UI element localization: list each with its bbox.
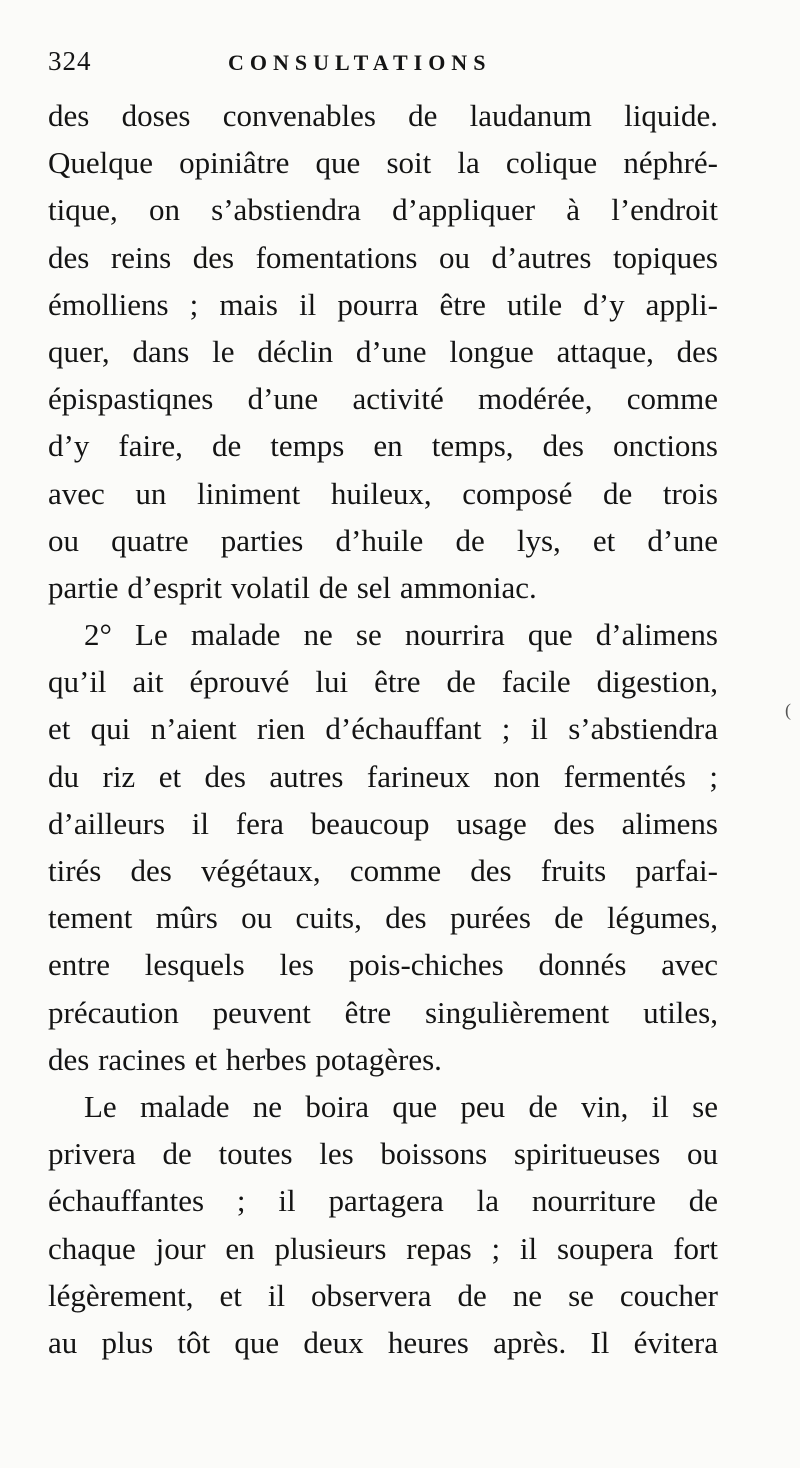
text-line: échauffantes ; il partagera la nourriture de	[48, 1183, 718, 1219]
margin-mark: (	[785, 700, 791, 720]
text-line: partie d’esprit volatil de sel ammoniac.	[48, 569, 537, 605]
text-line: avec un liniment huileux, composé de trois	[48, 475, 718, 511]
text-line: précaution peuvent être singulièrement utiles,	[48, 994, 718, 1030]
text-line: quer, dans le déclin d’une longue attaque, des	[48, 333, 718, 369]
text-line: des racines et herbes potagères.	[48, 1041, 442, 1077]
body-text	[48, 92, 718, 1366]
text-line: entre lesquels les pois-chiches donnés avec	[48, 947, 718, 983]
text-line: légèrement, et il observera de ne se coucher	[48, 1277, 718, 1313]
text-line: des reins des fomentations ou d’autres topiques	[48, 239, 718, 275]
text-line: et qui n’aient rien d’échauffant ; il s’abstiendra	[48, 711, 718, 747]
page-header	[48, 46, 748, 86]
text-line: Quelque opiniâtre que soit la colique néphré-	[48, 145, 718, 181]
text-line: d’y faire, de temps en temps, des onctions	[48, 428, 718, 464]
text-line: du riz et des autres farineux non fermentés ;	[48, 758, 718, 794]
text-line: tique, on s’abstiendra d’appliquer à l’endroit	[48, 192, 718, 228]
text-line: chaque jour en plusieurs repas ; il soupera fort	[48, 1230, 718, 1266]
text-line: 2° Le malade ne se nourrira que d’alimens	[84, 617, 718, 653]
text-line: tirés des végétaux, comme des fruits parfai-	[48, 853, 718, 888]
running-head: CONSULTATIONS	[228, 50, 492, 75]
text-line: émolliens ; mais il pourra être utile d’y appli-	[48, 286, 718, 322]
text-line: au plus tôt que deux heures après. Il évitera	[48, 1324, 718, 1360]
text-line: ou quatre parties d’huile de lys, et d’une	[48, 522, 718, 558]
text-line: qu’il ait éprouvé lui être de facile digestion,	[48, 664, 718, 700]
text-line: des doses convenables de laudanum liquide.	[48, 98, 718, 133]
text-line: d’ailleurs il fera beaucoup usage des alimens	[48, 805, 718, 841]
text-line: tement mûrs ou cuits, des purées de légumes,	[48, 900, 718, 936]
text-line: épispastiqnes d’une activité modérée, comme	[48, 381, 718, 417]
text-line: Le malade ne boira que peu de vin, il se	[84, 1088, 718, 1124]
text-line: privera de toutes les boissons spiritueuses ou	[48, 1136, 718, 1172]
page-number: 324	[48, 46, 92, 76]
